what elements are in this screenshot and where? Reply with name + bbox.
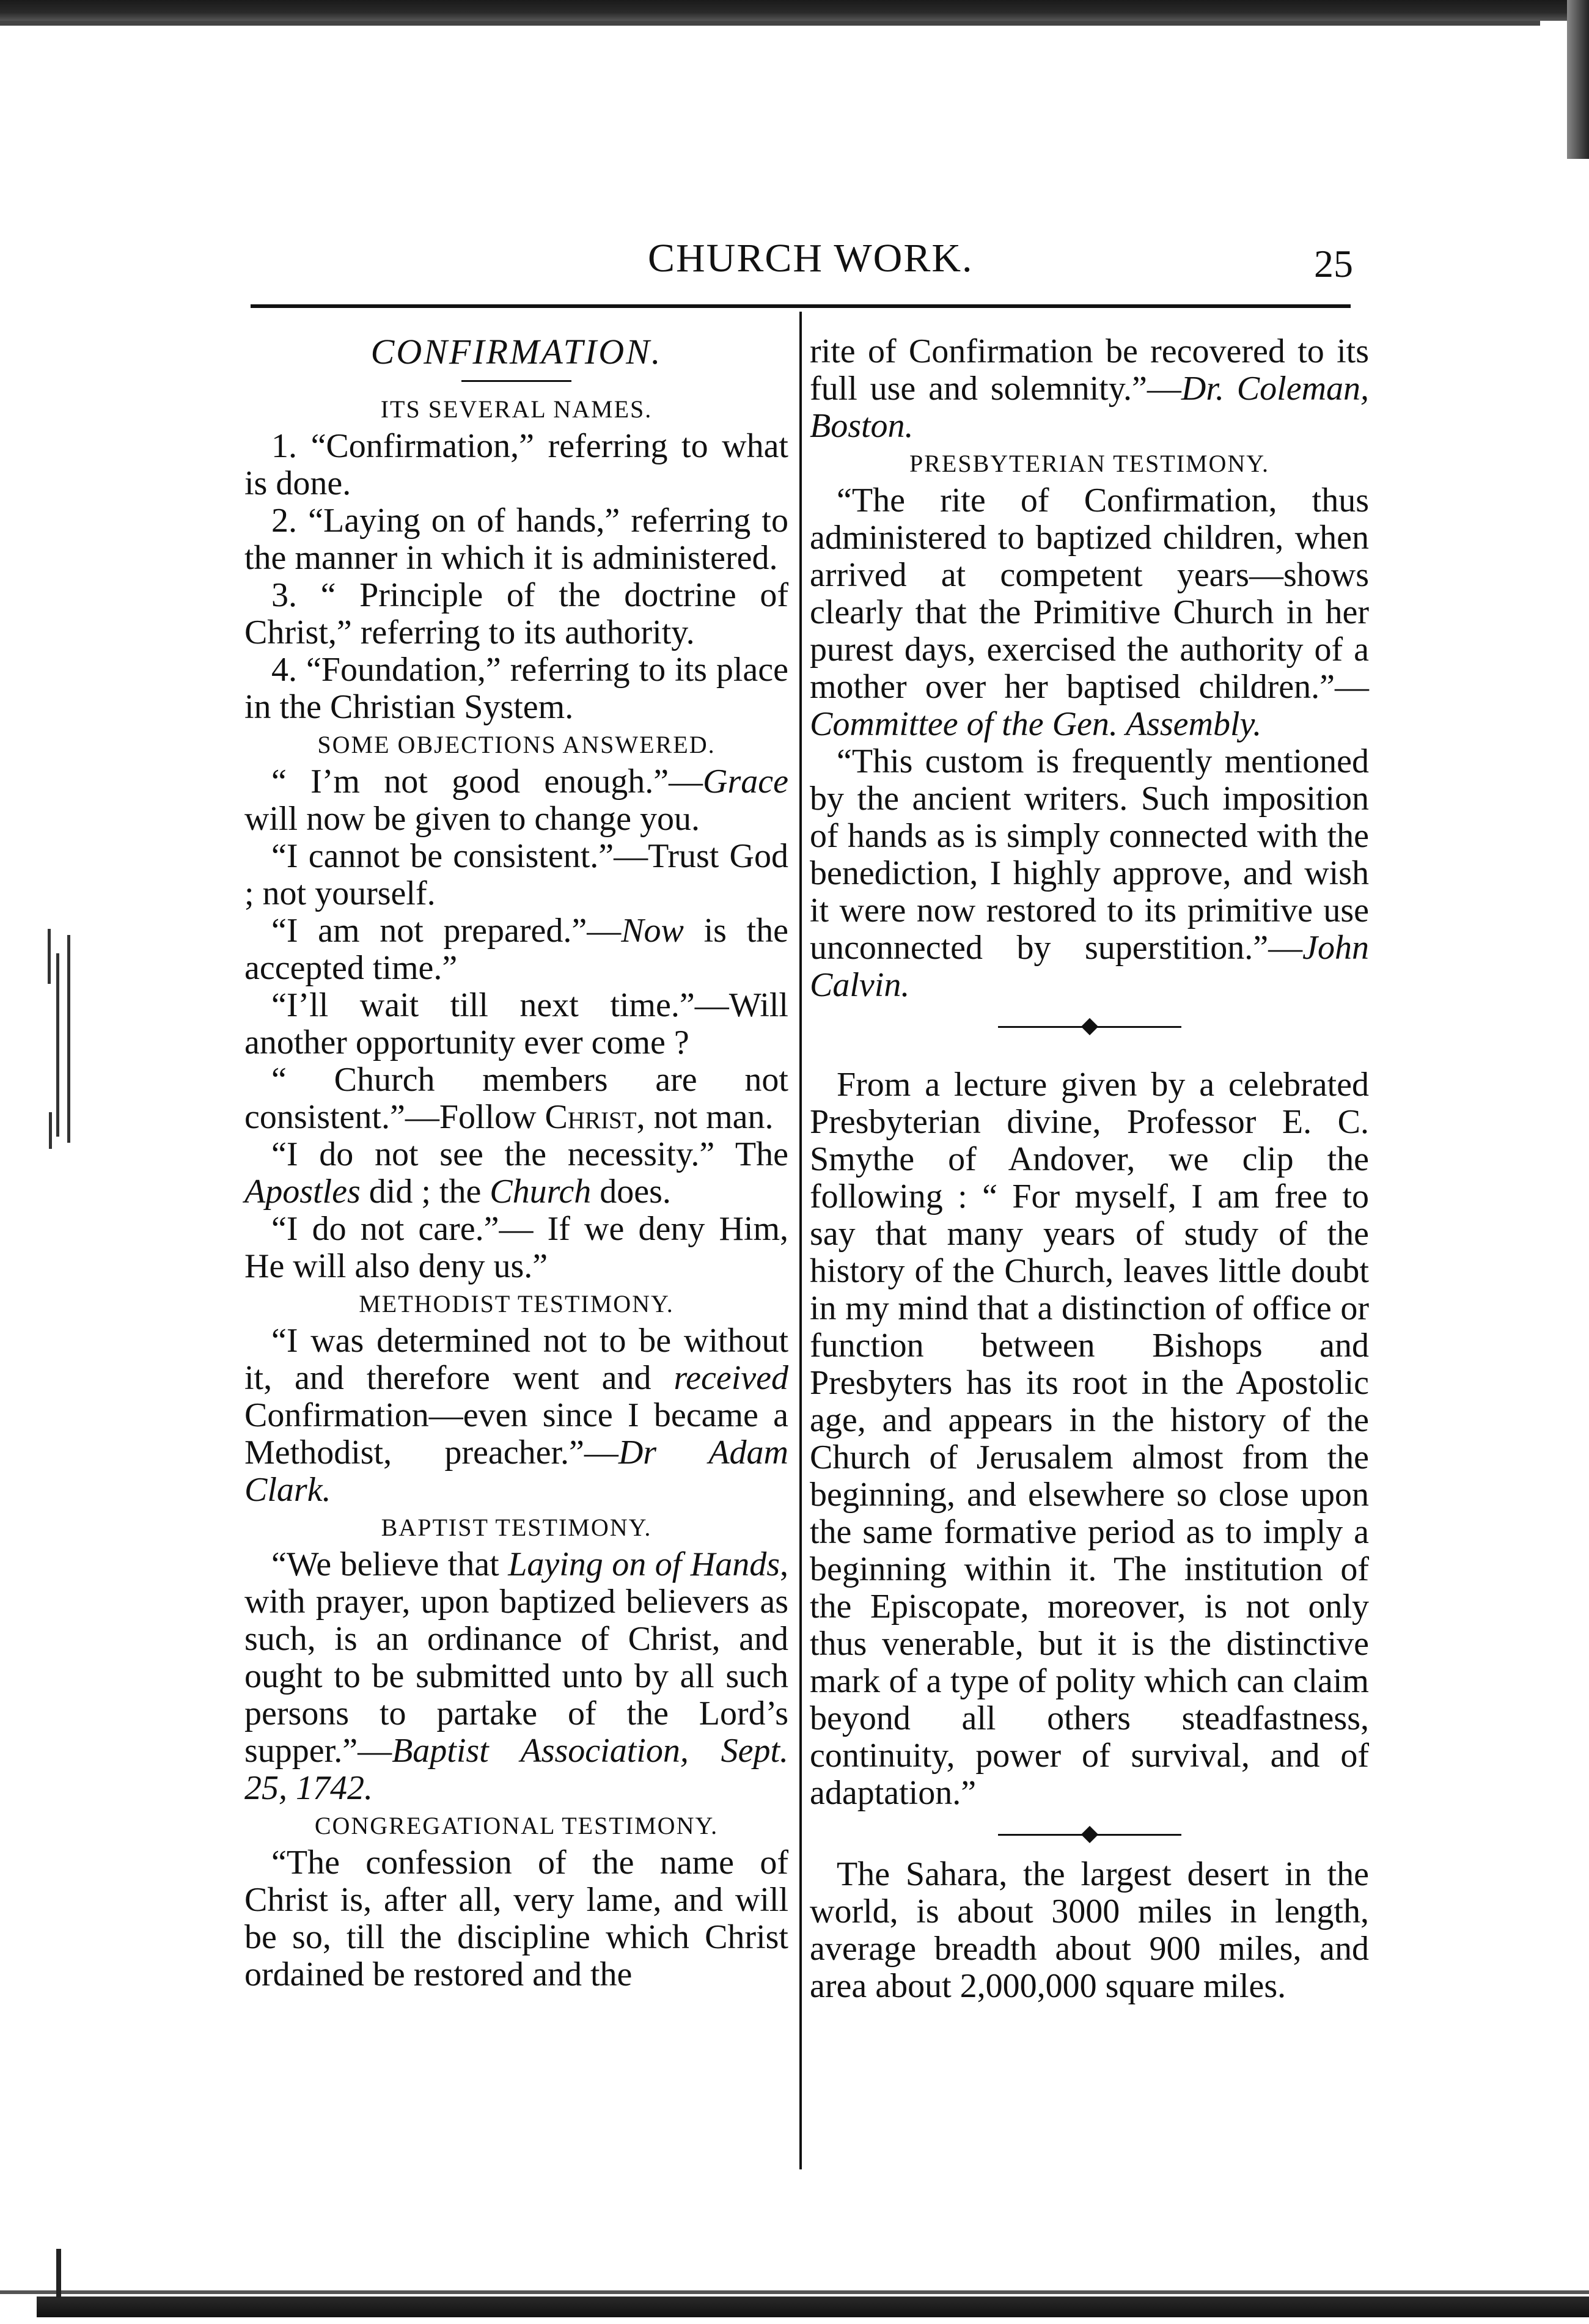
name-item-2: 2. “Laying on of hands,” referring to the manner in which it is administered. [244,502,788,577]
presbyterian-testimony: “The rite of Confirmation, thus administered to baptized children, when arrived at competent years—shows clearly that the Primitive Church in her purest days, exercised the authority of a mother over her baptised children.”—Committee of the Gen. Assembly. [810,482,1369,743]
subhead-methodist: METHODIST TESTIMONY. [359,1290,674,1318]
subhead-congregational: CONGREGATIONAL TESTIMONY. [314,1812,719,1839]
subhead-baptist: BAPTIST TESTIMONY. [381,1514,652,1541]
ornament-divider [998,1015,1181,1039]
calvin-quote: “This custom is frequently mentioned by the ancient writers. Such imposition of hands as is simply connected with the benediction, I highly approve, and wish it were now restored to its primitive use unconnected by superstition.”—John Calvin. [810,742,1369,1004]
bottom-scan-border [37,2297,1589,2317]
methodist-testimony: “I was determined not to be without it, and therefore went and received Confirmation—even since I became a Methodist, preacher.”—Dr Adam Clark. [244,1322,788,1509]
objection-1: “ I’m not good enough.”—Grace will now be given to change you. [244,763,788,838]
margin-marks [43,929,79,1161]
name-item-3: 3. “ Principle of the doctrine of Christ,” referring to its authority. [244,576,788,651]
subhead-presbyterian: PRESBYTERIAN TESTIMONY. [909,450,1270,477]
top-scan-border-thin [0,21,1540,26]
objection-2: “I cannot be consistent.”—Trust God ; not yourself. [244,837,788,912]
subhead-names: ITS SEVERAL NAMES. [380,395,653,423]
running-head [0,235,1589,290]
stray-mark [56,2249,61,2298]
left-column [244,333,788,1993]
spacer [810,1048,1369,1066]
name-item-4: 4. “Foundation,” referring to its place in the Christian System. [244,651,788,726]
section-title: CONFIRMATION. [370,332,662,372]
congregational-continuation: rite of Confirmation be recovered to its full use and solemnity.”—Dr. Coleman, Boston. [810,332,1370,445]
column-divider [799,312,802,2169]
ornament-divider-2 [998,1823,1181,1847]
title-rule [461,380,571,382]
bottom-scan-border-thin [0,2290,1589,2294]
header-rule [251,304,1351,308]
objection-3: “I am not prepared.”—Now is the accepted time.” [244,912,789,987]
name-item-1: 1. “Confirmation,” referring to what is done. [244,427,788,502]
objection-5: “ Church members are not consistent.”—Follow Christ, not man. [244,1061,788,1136]
objection-7: “I do not care.”— If we deny Him, He will also deny us.” [244,1210,788,1285]
sahara-note: The Sahara, the largest desert in the world, is about 3000 miles in length, average breadth about 900 miles, and area about 2,000,000 square miles. [810,1855,1369,2005]
right-column [810,333,1369,2005]
objection-6: “I do not see the necessity.” The Apostles did ; the Church does. [244,1135,788,1211]
running-title: CHURCH WORK. [648,236,974,280]
right-scan-edge [1567,0,1589,159]
objection-4: “I’ll wait till next time.”—Will another opportunity ever come ? [244,986,788,1061]
lecture-excerpt: From a lecture given by a celebrated Presbyterian divine, Professor E. C. Smythe of Andover, we clip the following : “ For myself, I am free to say that many years of study of the history of the Church, leaves little doubt in my mind that a distinction of office or function between Bishops and Presbyters has its root in the Apostolic age, and appears in the history of the Church of Jerusalem almost from the beginning, and elsewhere so close upon the same formative period as to imply a beginning within it. The institution of the Episcopate, moreover, is not only thus venerable, but it is the distinctive mark of a type of polity which can claim beyond all others steadfastness, continuity, power of survival, and of adaptation.” [810,1066,1369,1812]
subhead-objections: SOME OBJECTIONS ANSWERED. [317,731,716,758]
baptist-testimony: “We believe that Laying on of Hands, with prayer, upon baptized believers as such, is an ordinance of Christ, and ought to be submitted unto by all such persons to partake of the Lord’s supper.”—Baptist Association, Sept. 25, 1742. [244,1545,788,1807]
top-scan-border [0,0,1589,21]
page-number: 25 [1314,242,1353,285]
congregational-testimony: “The confession of the name of Christ is, after all, very lame, and will be so, till the discipline which Christ ordained be restored and the [244,1844,788,1993]
